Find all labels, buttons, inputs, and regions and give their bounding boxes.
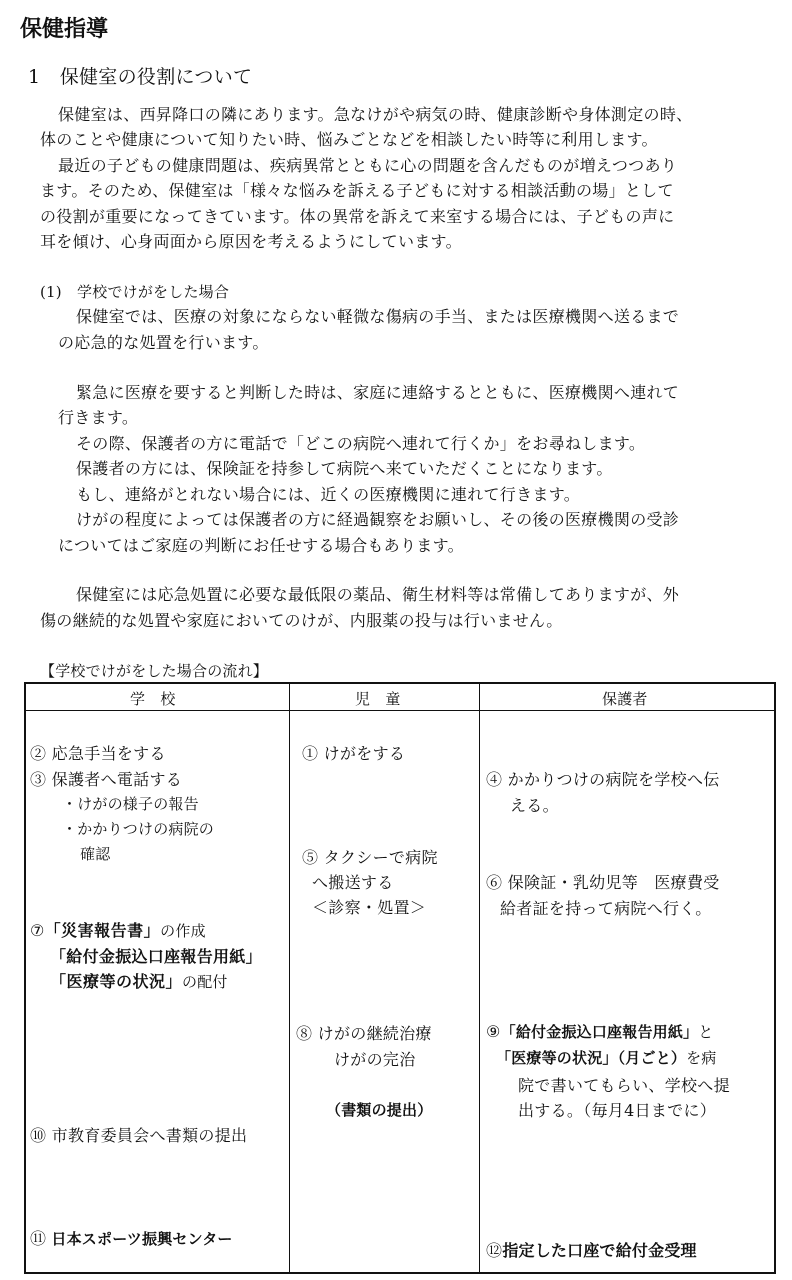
organization-name: 日本スポーツ振興センター [51,1230,233,1248]
doc-name: 「給付金振込口座報告用紙」 [500,1023,699,1041]
paragraph-line: 行きます。 [58,408,139,427]
flow-step-detail: ・けがの様子の報告 [62,795,199,813]
step-number: ⑦ [30,921,45,940]
paragraph-line: 緊急に医療を要すると判断した時は、家庭に連絡するとともに、医療機関へ連れて [76,383,680,402]
subsection-heading: (1) 学校でけがをした場合 [40,283,230,301]
table-header-divider [24,710,774,711]
flow-step: ④ かかりつけの病院を学校へ伝 [486,770,720,789]
flow-step-7 [30,918,206,941]
step-text: の配付 [182,973,228,991]
flow-step: ② 応急手当をする [30,744,166,763]
step-text: の作成 [160,922,206,940]
flow-step-detail: 確認 [80,845,111,863]
flow-step: （書類の提出） [326,1101,433,1119]
header-child: 児 童 [355,690,401,708]
doc-name: 「災害報告書」 [44,921,161,940]
column-divider [479,682,480,1272]
flow-step-detail: ・かかりつけの病院の [62,820,215,838]
doc-name: 「医療等の状況」（月ごと） [496,1049,687,1067]
flow-step-12 [486,1238,697,1261]
column-divider [289,682,290,1272]
paragraph-line: けがの程度によっては保護者の方に経過観察をお願いし、その後の医療機関の受診 [76,510,680,529]
flow-step-7-line3 [50,969,228,992]
step-number: ⑨ [486,1022,501,1041]
flow-step: ⑥ 保険証・乳幼児等 医療費受 [486,873,720,892]
header-school: 学 校 [130,690,176,708]
doc-name: 「給付金振込口座報告用紙」 [50,947,262,966]
step-text: を病 [686,1049,717,1067]
step-text: 指定した口座で給付金受理 [502,1241,697,1260]
paragraph-line: 傷の継続的な処置や家庭においてのけが、内服薬の投与は行いません。 [40,611,563,630]
paragraph-line: 保健室には応急処置に必要な最低限の薬品、衛生材料等は常備してありますが、外 [76,585,680,604]
flow-step-9-line2 [496,1047,717,1068]
flow-step: へ搬送する [312,873,394,892]
paragraph-line: 保護者の方には、保険証を持参して病院へ来ていただくことになります。 [76,459,613,478]
paragraph-line: についてはご家庭の判断にお任せする場合もあります。 [58,536,464,555]
flow-step: 給者証を持って病院へ行く。 [500,899,712,918]
flow-step: ③ 保護者へ電話する [30,770,183,789]
section-heading: 1 保健室の役割について [28,66,253,88]
step-number: ⑪ [30,1229,47,1248]
flow-step-9 [486,1021,713,1042]
paragraph-line: 最近の子どもの健康問題は、疾病異常とともに心の問題を含んだものが増えつつあり [58,156,678,175]
page-title: 保健指導 [20,17,109,42]
paragraph-line: の役割が重要になってきています。体の異常を訴えて来室する場合には、子どもの声に [40,207,675,226]
paragraph-line: 保健室は、西昇降口の隣にあります。急なけがや病気の時、健康診断や身体測定の時、 [58,105,693,124]
flow-step: けがの完治 [334,1050,416,1069]
flow-step: える。 [510,796,559,815]
flow-step: ＜診察・処置＞ [312,898,427,917]
flow-caption: 【学校でけがをした場合の流れ】 [40,662,269,680]
flow-step-11 [30,1226,233,1249]
flow-step: ① けがをする [302,744,406,763]
header-guardian: 保護者 [602,690,648,708]
doc-name: 「医療等の状況」 [50,972,183,991]
flow-step: 院で書いてもらい、学校へ提 [518,1076,730,1095]
step-number: ⑫ [486,1241,503,1260]
step-text: と [698,1023,714,1041]
flow-step: ⑤ タクシーで病院 [302,848,438,867]
paragraph-line: 耳を傾け、心身両面から原因を考えるようにしています。 [40,232,462,251]
paragraph-line: その際、保護者の方に電話で「どこの病院へ連れて行くか」をお尋ねします。 [76,434,646,453]
flow-step: ⑧ けがの継続治療 [296,1024,432,1043]
paragraph-line: 保健室では、医療の対象にならない軽微な傷病の手当、または医療機関へ送るまで [76,307,680,326]
flow-step: 出する。（毎月4日までに） [518,1101,717,1120]
paragraph-line: の応急的な処置を行います。 [58,333,269,352]
paragraph-line: 体のことや健康について知りたい時、悩みごとなどを相談したい時等に利用します。 [40,130,658,149]
paragraph-line: もし、連絡がとれない場合には、近くの医療機関に連れて行きます。 [76,485,581,504]
paragraph-line: ます。そのため、保健室は「様々な悩みを訴える子どもに対する相談活動の場」として [40,181,674,200]
flow-step: ⑩ 市教育委員会へ書類の提出 [30,1126,248,1145]
